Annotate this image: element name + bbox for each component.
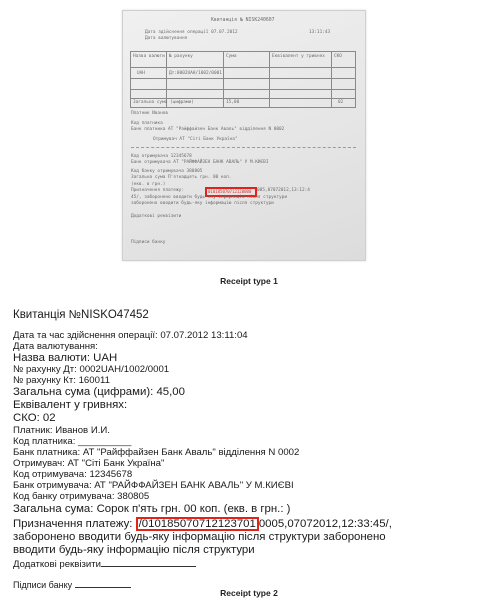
scan-value-date: Дата валютування — [145, 36, 188, 41]
caption-receipt-type-2: Receipt type 2 — [220, 588, 278, 598]
bank-signature-line — [75, 578, 131, 588]
total-amount-digits: Загальна сума (цифрами): 45,00 — [13, 386, 185, 398]
scan-receiver-code: Код отримувача 12345678 — [131, 154, 192, 159]
receipt-title: Квитанція №NISKO47452 — [13, 309, 149, 321]
caption-receipt-type-1: Receipt type 1 — [220, 276, 278, 286]
scan-purpose-line-3: заборонено вводити будь-яку інформацію після структури — [131, 201, 274, 206]
sko-code: СКО: 02 — [13, 412, 56, 424]
payment-purpose-label: Призначення платежу: — [13, 518, 133, 530]
scan-title: Квитанція № NISK240607 — [211, 18, 275, 23]
scan-col-sko: СКО — [334, 54, 342, 59]
uah-equivalent: Еквівалент у гривнях: — [13, 399, 128, 411]
receiver-code: Код отримувача: 12345678 — [13, 469, 133, 480]
receiver: Отримувач: АТ "Сіті Банк Україна" — [13, 458, 165, 469]
debit-account: № рахунку Дт: 0002UAH/1002/0001 — [13, 364, 170, 375]
scan-col-sum: Сума — [226, 54, 237, 59]
scan-total-value: 15,00 — [226, 100, 240, 105]
scan-date-line: Дата здійснення операції 07.07.2012 — [145, 30, 238, 35]
credit-account: № рахунку Кт: 160011 — [13, 375, 110, 386]
scan-purpose-tail: 005,07072012,13:12:4 — [257, 188, 310, 193]
scan-receiver-bank: Банк отримувача АТ "РАЙФФАЙЗЕН БАНК АВАЛЬ" У М.КИЄВІ — [131, 160, 269, 165]
scan-purpose-label: Призначення платежу: — [131, 188, 184, 193]
scan-receiver-bank-code: Код банку отримувача 380805 — [131, 169, 203, 174]
scan-receiver: Отримувач АТ "Сіті Банк Україна" — [153, 137, 238, 142]
receiver-bank-code: Код банку отримувача: 380805 — [13, 491, 150, 502]
scan-sum-words: Загальна сума П'ятнадцять грн. 00 коп. — [131, 175, 232, 180]
scan-payer-code: Код платника — [131, 121, 163, 126]
scan-equiv: (екв. в грн.) — [131, 182, 166, 187]
payment-purpose-line-2: заборонено вводити будь-яку інформацію після структури заборонено — [13, 531, 386, 543]
payment-reference-highlight: /010185070712123701 — [136, 517, 259, 531]
scan-payer: Платник Иванов — [131, 111, 169, 116]
scan-row-currency: UAH — [137, 71, 145, 76]
additional-details-line — [101, 557, 196, 567]
payer: Платник: Иванов И.И. — [13, 425, 110, 436]
scan-payment-reference-highlight: 010185070712120000 — [205, 187, 257, 197]
additional-details-label: Додаткові реквізити — [13, 559, 101, 570]
bank-signature-label: Підписи банку — [13, 580, 73, 590]
scan-total-label: Загальна сума (цифрами) — [133, 100, 194, 105]
scan-sko-value: 02 — [338, 100, 344, 105]
scan-col-equiv: Еквівалент у гривнях — [272, 54, 325, 59]
scan-payer-bank: Банк платника АТ "Райффайзен Банк Аваль" відділення N 0002 — [131, 127, 285, 132]
total-amount-words: Загальна сума: Сорок п'ять грн. 00 коп. (екв. в грн.: ) — [13, 503, 291, 515]
receipt-1-scan — [122, 10, 366, 261]
value-date: Дата валютування: — [13, 341, 98, 352]
additional-details — [13, 557, 196, 570]
scan-purpose-line-2: 45/, заборонено вводити будь-яку інформацію після структури — [131, 195, 287, 200]
receiver-bank: Банк отримувача: АТ "РАЙФФАЙЗЕН БАНК АВАЛЬ" У М.КИЄВІ — [13, 480, 294, 491]
scan-row-account: Дт:0002UAH/1002/0001 — [169, 71, 222, 76]
payer-code: Код платника: __________ — [13, 436, 132, 447]
payment-purpose-line-1 — [13, 517, 392, 531]
currency-name: Назва валюти: UAH — [13, 352, 118, 364]
scan-divider — [131, 147, 356, 148]
scan-signature: Підписи банку — [131, 240, 166, 245]
payment-purpose-tail: 0005,07072012,12:33:45/, — [258, 518, 392, 530]
scan-col-account: № рахунку — [169, 54, 193, 59]
scan-time: 13:11:43 — [309, 30, 331, 35]
scan-table — [130, 51, 356, 108]
payer-bank: Банк платника: АТ "Райффайзен Банк Аваль" відділення N 0002 — [13, 447, 300, 458]
payment-purpose-line-3: вводити будь-яку інформацію після структури — [13, 544, 255, 556]
scan-extra: Додаткові реквізити — [131, 214, 182, 219]
scan-col-currency: Назва валюти — [133, 54, 165, 59]
operation-datetime: Дата та час здійснення операції: 07.07.2012 13:11:04 — [13, 330, 248, 341]
